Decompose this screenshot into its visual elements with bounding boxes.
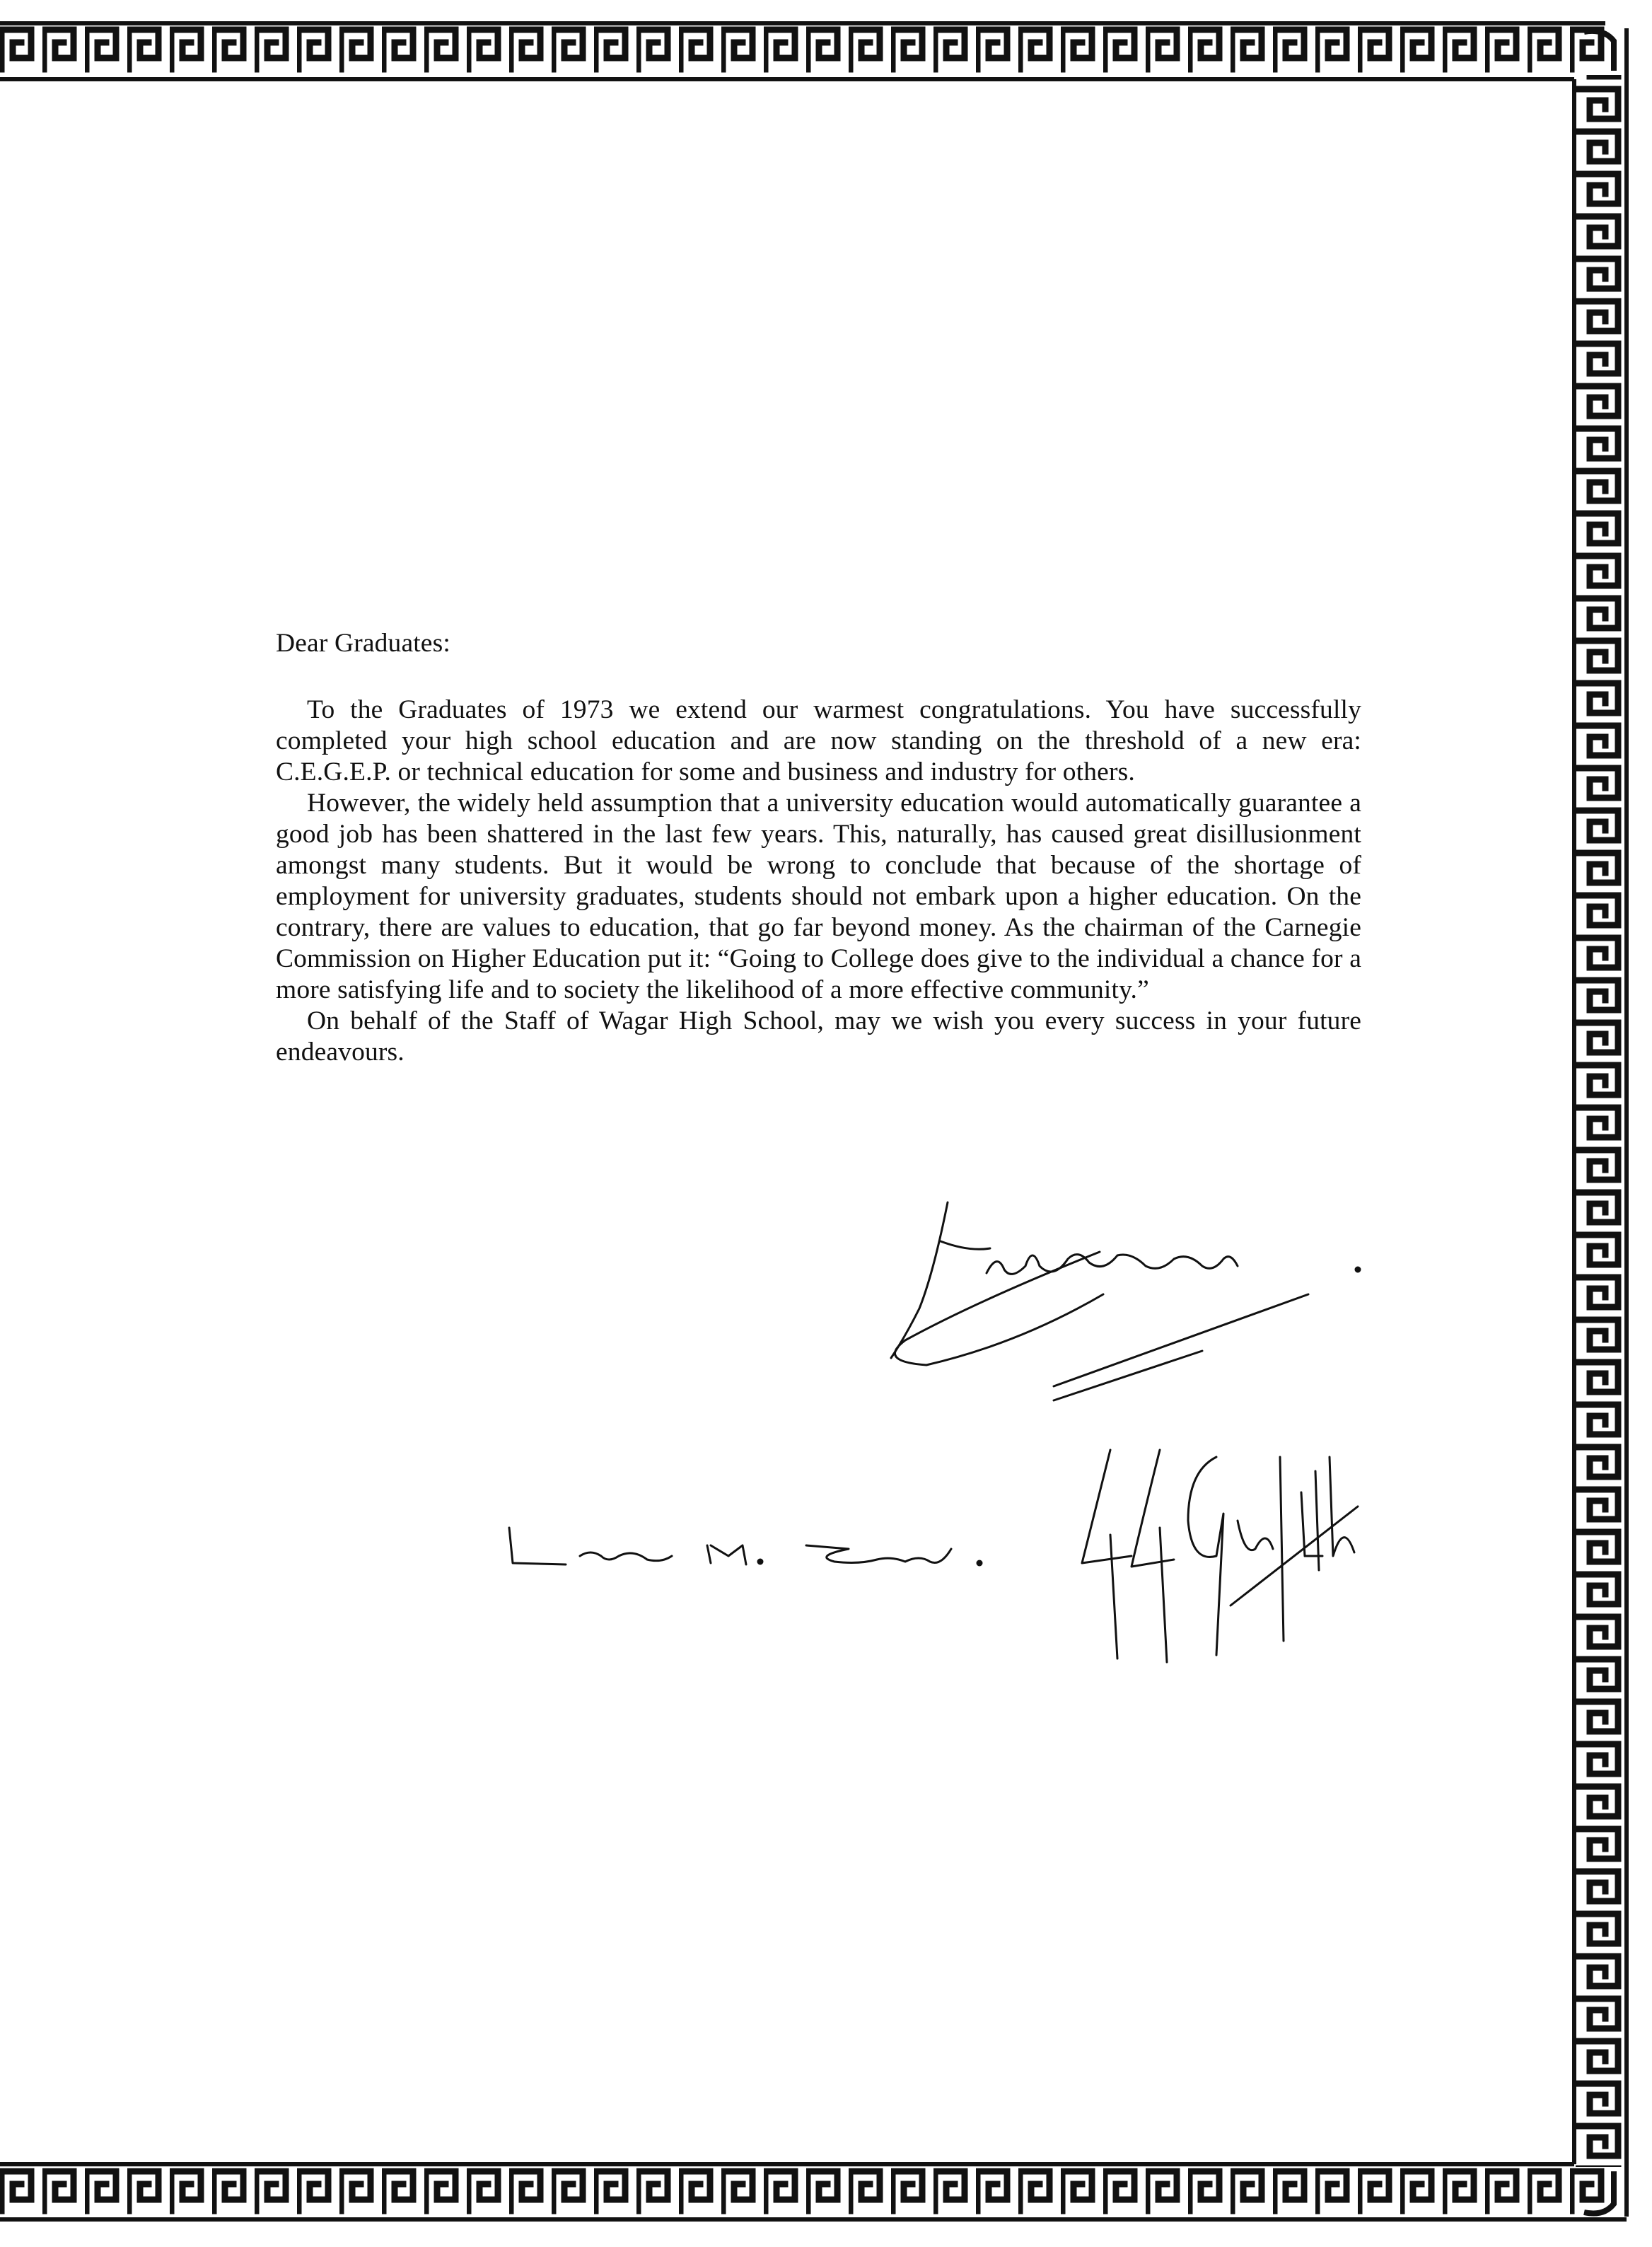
letter-body [276,628,1361,1068]
paragraph-congratulations: To the Graduates of 1973 we extend our warmest congratulations. You have successfully completed your high school education and are now standing on the threshold of a new era: C.E.G.E.P. or technical education for some and business and industry for others. [276,695,1361,786]
paragraph-education-values: However, the widely held assumption that a university education would automatically guarantee a good job has been shattered in the last few years. This, naturally, has caused great disillusionment amongst many students. But it would be wrong to conclude that because of the shortage of employment for university graduates, students should not embark upon a higher education. On the contrary, there are values to education, that go far beyond money. As the chairman of the Carnegie Commission on Higher Education put it: “Going to College does give to the individual a chance for a more satisfying life and to society the likelihood of a more effective community.” [276,789,1361,1004]
paragraph-closing: On behalf of the Staff of Wagar High School, may we wish you every success in your future endeavours. [276,1006,1361,1067]
salutation: Dear Graduates: [276,629,450,658]
